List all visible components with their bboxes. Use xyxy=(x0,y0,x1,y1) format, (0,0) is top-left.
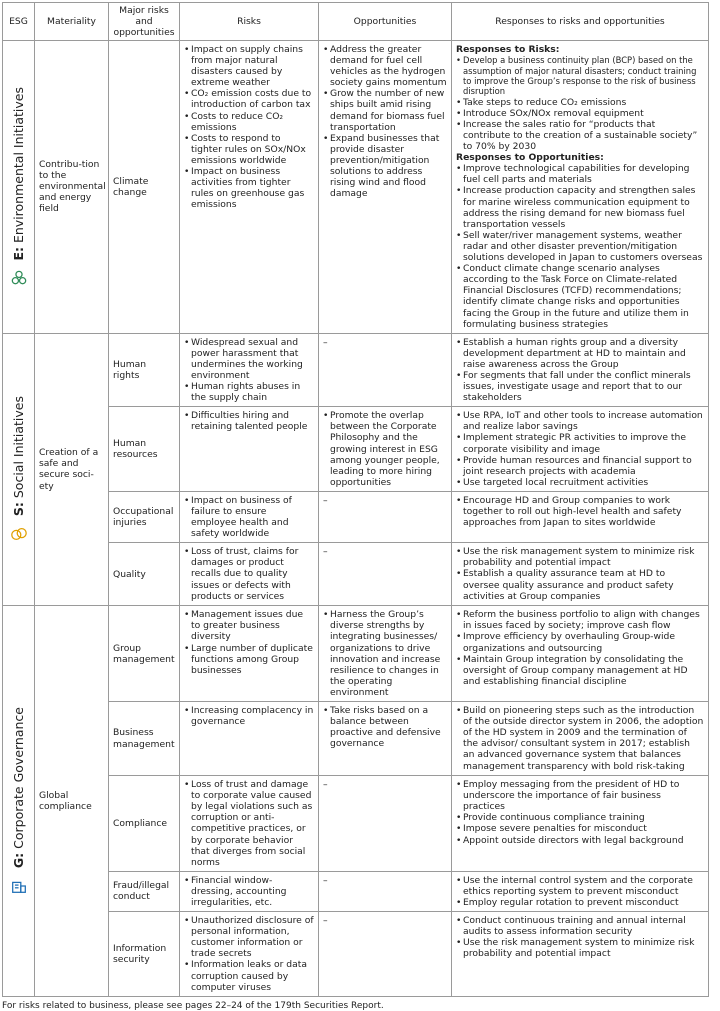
soc-risks-cell xyxy=(180,333,319,407)
gov-opps-cell: – xyxy=(319,912,452,997)
list-item: • Build on pioneering steps such as the introduction of the outside director system in 2006, the adoption of the HD system in 2009 and the termination of the advisor/ consultant system in 2017; establish an advanced governance system that balances management transparency with bold risk-taking xyxy=(456,705,704,772)
gov-information-security-row xyxy=(3,912,709,997)
header-risks: Risks xyxy=(180,3,319,41)
gov-major-fraud: Fraud/illegal conduct xyxy=(109,871,180,911)
list-item: • Improve technological capabilities for developing fuel cell parts and materials xyxy=(456,163,704,185)
list-item: • Use the risk management system to minimize risk probability and potential impact xyxy=(456,546,704,568)
env-label: E: Environmental Initiatives xyxy=(10,86,26,261)
soc-occupational-injuries-row xyxy=(3,491,709,542)
list-item: • Large number of duplicate functions among Group businesses xyxy=(184,643,314,676)
list-item: • Use RPA, IoT and other tools to increase automation and realize labor savings xyxy=(456,410,704,432)
list-item: • Establish a quality assurance team at HD to oversee quality assurance and product safety activities at Group companies xyxy=(456,568,704,601)
soc-label: S: Social Initiatives xyxy=(10,395,26,516)
list-item: • Develop a business continuity plan (BCP) based on the assumption of major natural disasters; conduct training to improve the Group’s response to the risk of business disruption xyxy=(456,55,704,97)
list-item: • Expand businesses that provide disaster prevention/mitigation solutions to address rising wind and flood damage xyxy=(323,133,447,200)
soc-human-resources-row xyxy=(3,407,709,492)
gov-responses-cell xyxy=(452,606,709,702)
esg-gov-cell xyxy=(3,606,35,997)
list-item: • Encourage HD and Group companies to work together to roll out high-level health and safety approaches from Japan to sites worldwide xyxy=(456,495,704,528)
header-esg: ESG xyxy=(3,3,35,41)
responses-to-risks-heading: Responses to Risks: xyxy=(456,44,560,55)
gov-responses-cell xyxy=(452,912,709,997)
soc-human-rights-row xyxy=(3,333,709,407)
leaf-recycle-icon xyxy=(10,269,28,287)
list-item: • Harness the Group’s diverse strengths by integrating businesses/ organizations to drive innovation and increase resilience to changes in the operating environment xyxy=(323,609,447,698)
list-item: • Loss of trust and damage to corporate value caused by legal violations such as corruption or anti-competitive practices, or by corporate behavior that diverges from social norms xyxy=(184,779,314,868)
esg-risk-table xyxy=(2,2,709,997)
gov-major-compliance: Compliance xyxy=(109,776,180,872)
esg-env-cell xyxy=(3,41,35,334)
gov-compliance-row xyxy=(3,776,709,872)
gov-major-information-security: Information security xyxy=(109,912,180,997)
list-item: • Financial window-dressing, accounting irregularities, etc. xyxy=(184,875,314,908)
list-item: • Employ regular rotation to prevent misconduct xyxy=(456,897,704,908)
list-item: • Widespread sexual and power harassment that undermines the working environment xyxy=(184,337,314,381)
list-item: • Management issues due to greater business diversity xyxy=(184,609,314,642)
list-item: • Implement strategic PR activities to improve the corporate visibility and image xyxy=(456,432,704,454)
list-item: • Appoint outside directors with legal background xyxy=(456,835,704,846)
list-item: • Increase the sales ratio for “products that contribute to the creation of a sustainable society” to 70% by 2030 xyxy=(456,119,704,152)
list-item: • Conduct continuous training and annual internal audits to assess information security xyxy=(456,915,704,937)
gov-responses-cell xyxy=(452,871,709,911)
esg-soc-cell xyxy=(3,333,35,606)
list-item: • For segments that fall under the conflict minerals issues, investigate usage and report that to our stakeholders xyxy=(456,370,704,403)
gov-group-management-row xyxy=(3,606,709,702)
list-item: • Improve efficiency by overhauling Group-wide organizations and outsourcing xyxy=(456,631,704,653)
soc-major-occupational-injuries: Occupational injuries xyxy=(109,491,180,542)
header-responses: Responses to risks and opportunities xyxy=(452,3,709,41)
list-item: • Promote the overlap between the Corporate Philosophy and the growing interest in ESG among younger people, leading to more hiring opportunities xyxy=(323,410,447,488)
env-climate-row xyxy=(3,41,709,334)
building-icon xyxy=(10,877,28,895)
gov-fraud-row xyxy=(3,871,709,911)
list-item: • Use targeted local recruitment activities xyxy=(456,477,704,488)
list-item: • Take steps to reduce CO₂ emissions xyxy=(456,97,704,108)
list-item: • Maintain Group integration by consolidating the oversight of Group company management at HD and establishing financial discipline xyxy=(456,654,704,687)
list-item: • Information leaks or data corruption caused by computer viruses xyxy=(184,959,314,992)
list-item: • Increase production capacity and strengthen sales for marine wireless communication equipment to address the rising demand for new biomass fuel transportation vessels xyxy=(456,185,704,229)
soc-responses-cell xyxy=(452,333,709,407)
soc-materiality: Creation of a safe and secure soci-ety xyxy=(35,333,109,606)
gov-opps-cell xyxy=(319,606,452,702)
env-risks-cell xyxy=(180,41,319,334)
gov-responses-cell xyxy=(452,702,709,776)
soc-risks-cell xyxy=(180,543,319,606)
list-item: • Difficulties hiring and retaining talented people xyxy=(184,410,314,432)
list-item: • Use the risk management system to minimize risk probability and potential impact xyxy=(456,937,704,959)
header-major-risks: Major risks and opportunities xyxy=(109,3,180,41)
soc-opps-cell: – xyxy=(319,491,452,542)
list-item: • Address the greater demand for fuel cell vehicles as the hydrogen society gains momentum xyxy=(323,44,447,88)
list-item: • Grow the number of new ships built amid rising demand for biomass fuel transportation xyxy=(323,88,447,132)
env-major-climate: Climate change xyxy=(109,41,180,334)
header-materiality: Materiality xyxy=(35,3,109,41)
list-item: • Human rights abuses in the supply chain xyxy=(184,381,314,403)
list-item: • Provide human resources and financial support to joint research projects with academia xyxy=(456,455,704,477)
soc-risks-cell xyxy=(180,491,319,542)
gov-risks-cell xyxy=(180,702,319,776)
gov-label: G: Corporate Governance xyxy=(10,707,26,869)
list-item: • Provide continuous compliance training xyxy=(456,812,704,823)
gov-opps-cell xyxy=(319,702,452,776)
gov-opps-cell: – xyxy=(319,871,452,911)
list-item: • Impose severe penalties for misconduct xyxy=(456,823,704,834)
gov-materiality: Global compliance xyxy=(35,606,109,997)
list-item: • Employ messaging from the president of HD to underscore the importance of fair business practices xyxy=(456,779,704,812)
list-item: • Introduce SOx/NOx removal equipment xyxy=(456,108,704,119)
env-responses-cell xyxy=(452,41,709,334)
soc-quality-row xyxy=(3,543,709,606)
soc-opps-cell xyxy=(319,407,452,492)
gov-business-management-row xyxy=(3,702,709,776)
list-item: • Loss of trust, claims for damages or product recalls due to quality issues or defects with products or services xyxy=(184,546,314,601)
list-item: • Sell water/river management systems, weather radar and other disaster prevention/mitigation solutions developed in Japan to customers overseas xyxy=(456,230,704,263)
responses-to-opportunities-heading: Responses to Opportunities: xyxy=(456,152,604,164)
list-item: • Reform the business portfolio to align with changes in issues faced by society; improve cash flow xyxy=(456,609,704,631)
esg-risk-table-page xyxy=(2,2,718,1011)
gov-risks-cell xyxy=(180,871,319,911)
gov-risks-cell xyxy=(180,912,319,997)
list-item: • Impact on business of failure to ensure employee health and safety worldwide xyxy=(184,495,314,539)
gov-opps-cell: – xyxy=(319,776,452,872)
gov-responses-cell xyxy=(452,776,709,872)
list-item: • Costs to respond to tighter rules on SOx/NOx emissions worldwide xyxy=(184,133,314,166)
list-item: • Conduct climate change scenario analyses according to the Task Force on Climate-related Financial Disclosures (TCFD) recommendations; identify climate change risks and opportunities facing the Group in the future and utilize them in formulating business strategies xyxy=(456,263,704,330)
gov-risks-cell xyxy=(180,606,319,702)
list-item: • Establish a human rights group and a diversity development department at HD to maintain and raise awareness across the Group xyxy=(456,337,704,370)
list-item: • Impact on supply chains from major natural disasters caused by extreme weather xyxy=(184,44,314,88)
footnote: For risks related to business, please see pages 22–24 of the 179th Securities Report. xyxy=(2,1001,384,1011)
soc-risks-cell xyxy=(180,407,319,492)
env-materiality: Contribu-tion to the environmental and energy field xyxy=(35,41,109,334)
list-item: • Costs to reduce CO₂ emissions xyxy=(184,111,314,133)
list-item: • Use the internal control system and the corporate ethics reporting system to prevent misconduct xyxy=(456,875,704,897)
list-item: • Increasing complacency in governance xyxy=(184,705,314,727)
soc-major-quality: Quality xyxy=(109,543,180,606)
gov-risks-cell xyxy=(180,776,319,872)
soc-major-human-rights: Human rights xyxy=(109,333,180,407)
soc-opps-cell: – xyxy=(319,333,452,407)
header-opportunities: Opportunities xyxy=(319,3,452,41)
gov-major-business-management: Business management xyxy=(109,702,180,776)
env-opps-cell xyxy=(319,41,452,334)
header-row xyxy=(3,3,709,41)
gov-major-group-management: Group management xyxy=(109,606,180,702)
soc-responses-cell xyxy=(452,491,709,542)
soc-opps-cell: – xyxy=(319,543,452,606)
list-item: • Take risks based on a balance between proactive and defensive governance xyxy=(323,705,447,749)
soc-major-human-resources: Human resources xyxy=(109,407,180,492)
soc-responses-cell xyxy=(452,543,709,606)
list-item: • CO₂ emission costs due to introduction of carbon tax xyxy=(184,88,314,110)
list-item: • Unauthorized disclosure of personal information, customer information or trade secrets xyxy=(184,915,314,959)
soc-responses-cell xyxy=(452,407,709,492)
list-item: • Impact on business activities from tighter rules on greenhouse gas emissions xyxy=(184,166,314,210)
people-chat-icon xyxy=(10,525,28,543)
